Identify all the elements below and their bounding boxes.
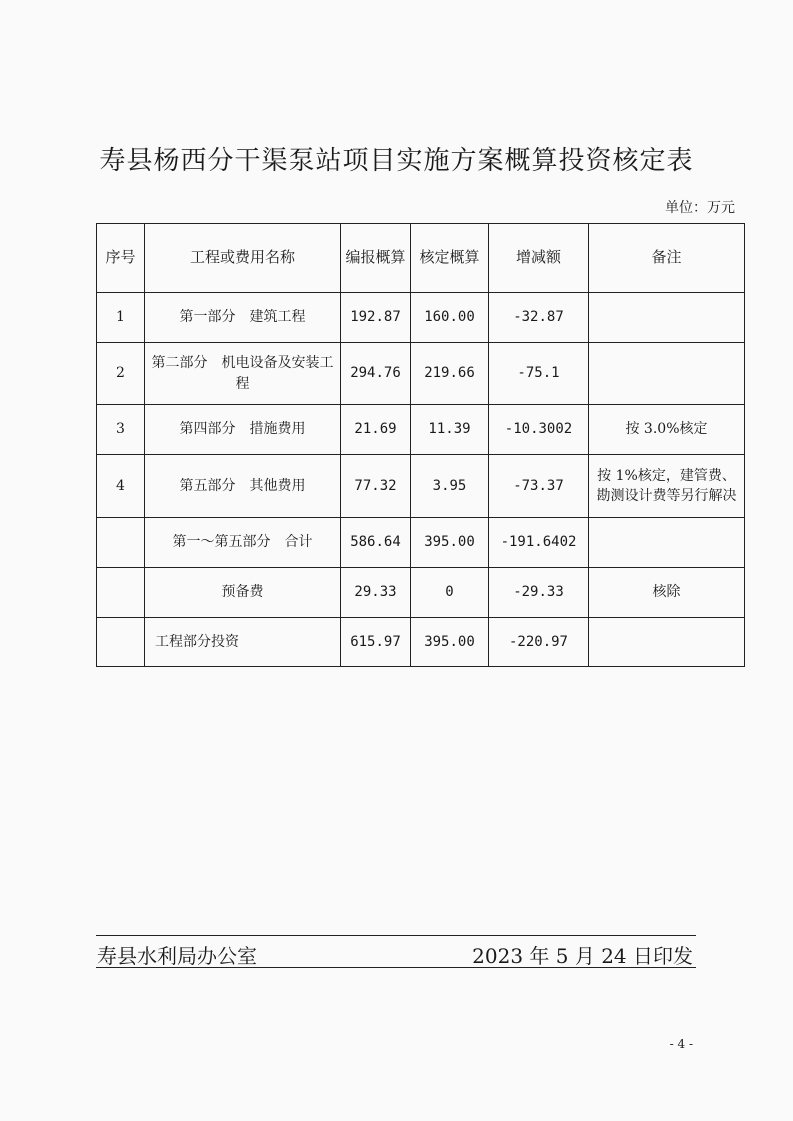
cell-name: 预备费 (145, 568, 341, 618)
cell-approved: 395.00 (411, 618, 489, 667)
table-row (97, 293, 745, 343)
cell-reported: 294.76 (341, 343, 411, 405)
cell-note: 按 3.0%核定 (589, 405, 745, 455)
cell-approved: 3.95 (411, 455, 489, 518)
cell-note (589, 293, 745, 343)
header-note: 备注 (589, 224, 745, 293)
cell-note: 按 1%核定，建管费、勘测设计费等另行解决 (589, 455, 745, 518)
cell-approved: 0 (411, 568, 489, 618)
cell-note (589, 518, 745, 568)
unit-label: 单位：万元 (665, 200, 735, 216)
table-row (97, 518, 745, 568)
cell-name: 第一部分 建筑工程 (145, 293, 341, 343)
header-approved: 核定概算 (411, 224, 489, 293)
issuer: 寿县水利局办公室 (97, 944, 257, 968)
document-title: 寿县杨西分干渠泵站项目实施方案概算投资核定表 (99, 146, 694, 176)
cell-note: 核除 (589, 568, 745, 618)
cell-note (589, 618, 745, 667)
cell-no: 3 (97, 405, 145, 455)
cell-no: 4 (97, 455, 145, 518)
header-no: 序号 (97, 224, 145, 293)
table-header-row (97, 224, 745, 293)
cell-change: -191.6402 (489, 518, 589, 568)
cell-change: -32.87 (489, 293, 589, 343)
cell-name: 第一～第五部分 合计 (145, 518, 341, 568)
cell-reported: 77.32 (341, 455, 411, 518)
cell-reported: 21.69 (341, 405, 411, 455)
budget-table (96, 223, 745, 667)
cell-name: 第五部分 其他费用 (145, 455, 341, 518)
cell-name: 工程部分投资 (145, 618, 341, 667)
table-row (97, 405, 745, 455)
table-row (97, 343, 745, 405)
cell-name: 第四部分 措施费用 (145, 405, 341, 455)
cell-change: -220.97 (489, 618, 589, 667)
cell-change: -75.1 (489, 343, 589, 405)
cell-reported: 29.33 (341, 568, 411, 618)
cell-no (97, 518, 145, 568)
cell-change: -10.3002 (489, 405, 589, 455)
cell-change: -29.33 (489, 568, 589, 618)
cell-approved: 395.00 (411, 518, 489, 568)
cell-change: -73.37 (489, 455, 589, 518)
cell-approved: 11.39 (411, 405, 489, 455)
cell-reported: 192.87 (341, 293, 411, 343)
cell-name: 第二部分 机电设备及安装工程 (145, 343, 341, 405)
cell-approved: 219.66 (411, 343, 489, 405)
cell-no: 2 (97, 343, 145, 405)
cell-reported: 615.97 (341, 618, 411, 667)
cell-approved: 160.00 (411, 293, 489, 343)
header-change: 增减额 (489, 224, 589, 293)
cell-note (589, 343, 745, 405)
footer-divider-top (96, 935, 696, 936)
page-number: - 4 - (669, 1037, 693, 1051)
cell-no (97, 568, 145, 618)
header-reported: 编报概算 (341, 224, 411, 293)
footer-divider-bottom (96, 967, 696, 968)
cell-no: 1 (97, 293, 145, 343)
cell-reported: 586.64 (341, 518, 411, 568)
header-name: 工程或费用名称 (145, 224, 341, 293)
table-row (97, 568, 745, 618)
issue-date: 2023 年 5 月 24 日印发 (472, 944, 693, 968)
table-row (97, 618, 745, 667)
cell-no (97, 618, 145, 667)
table-row (97, 455, 745, 518)
